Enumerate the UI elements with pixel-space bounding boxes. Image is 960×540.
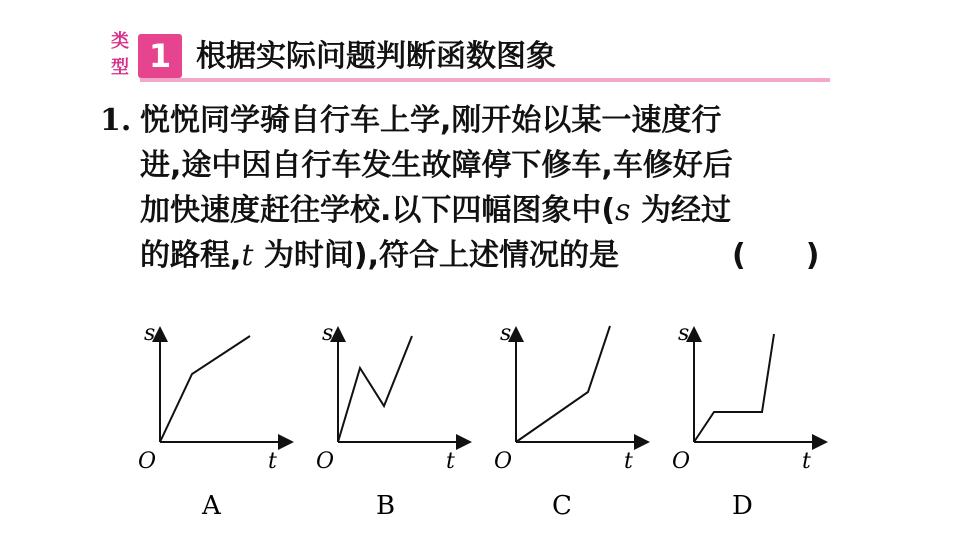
option-a-x-label: t	[268, 449, 277, 474]
question-line-4-start: 的路程,	[140, 238, 242, 273]
option-d-graph[interactable]	[672, 321, 820, 521]
question-line-4-rest: 为时间),符合上述情况的是	[253, 238, 620, 273]
answer-blank[interactable]: ( )	[732, 238, 820, 273]
question-number: 1.	[100, 103, 132, 138]
option-c-graph[interactable]	[494, 321, 642, 521]
option-b-curve	[338, 336, 412, 442]
option-a-y-label: s	[144, 321, 156, 346]
option-c-origin: O	[494, 449, 513, 474]
option-c-x-label: t	[624, 449, 633, 474]
option-a-origin: O	[138, 449, 157, 474]
header-underline	[140, 78, 830, 82]
type-number-badge: 1	[138, 34, 182, 78]
option-d-x-label: t	[802, 449, 811, 474]
type-tag-line2: 型	[111, 57, 129, 78]
type-tag	[100, 30, 140, 82]
type-header	[100, 30, 830, 82]
question-line-1: 悦悦同学骑自行车上学,刚开始以某一速度行	[140, 103, 722, 138]
option-graphs	[130, 318, 830, 528]
type-title: 根据实际问题判断函数图象	[196, 39, 556, 74]
option-d-y-label: s	[678, 321, 690, 346]
variable-t: t	[241, 238, 254, 273]
option-b-origin: O	[316, 449, 335, 474]
option-c-curve	[516, 326, 610, 442]
question-text	[140, 98, 860, 278]
option-d-origin: O	[672, 449, 691, 474]
option-c-label: C	[552, 491, 572, 521]
option-d-label: D	[732, 491, 753, 521]
option-d-curve	[694, 334, 774, 442]
variable-s: s	[615, 193, 631, 228]
question-line-3	[140, 188, 860, 233]
option-a-curve	[160, 336, 250, 442]
question-line-3-rest: 为经过	[630, 193, 731, 228]
option-a-label: A	[202, 491, 221, 521]
type-tag-line1: 类	[111, 31, 129, 52]
option-b-graph[interactable]	[316, 321, 464, 521]
option-b-y-label: s	[322, 321, 334, 346]
question-line-2: 进,途中因自行车发生故障停下修车,车修好后	[140, 148, 733, 183]
option-b-label: B	[376, 491, 396, 521]
option-a-graph[interactable]	[138, 321, 286, 521]
question-line-4	[140, 233, 860, 278]
option-c-y-label: s	[500, 321, 512, 346]
option-b-x-label: t	[446, 449, 455, 474]
question-line-3-text: 加快速度赶往学校.以下四幅图象中(	[140, 193, 616, 228]
